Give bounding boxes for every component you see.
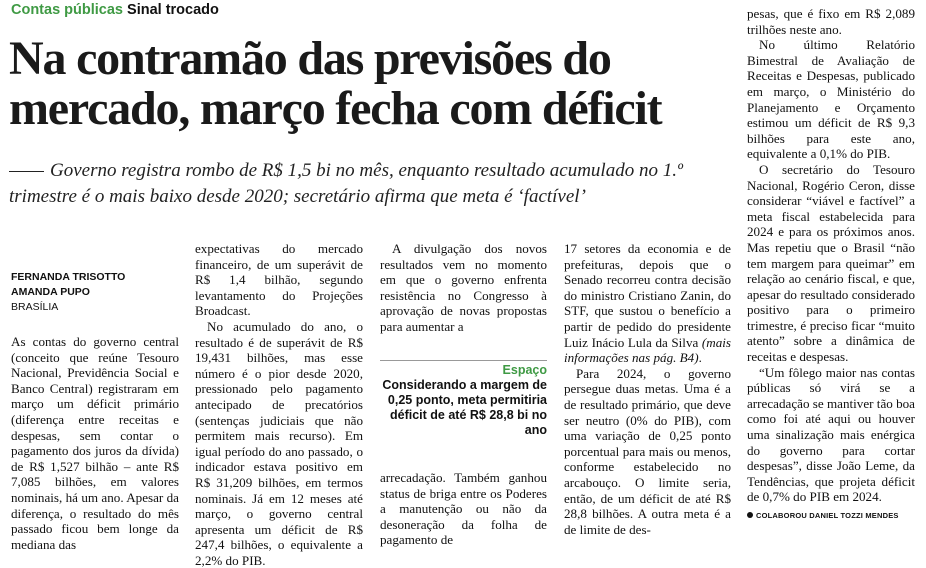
paragraph: “Um fôlego maior nas contas públicas só virá se a arrecadação se mantiver tão boa como foi até aqui ou houver uma sinalização mais enérgica do governo para cortar despesas”, disse João Leme, da Tendências, que projeta déficit de 0,7% do PIB em 2024. (747, 364, 915, 505)
author-name: AMANDA PUPO (11, 286, 90, 298)
article-column-4 (564, 241, 731, 537)
section-label[interactable]: Contas públicas (11, 2, 123, 18)
quote: “viável e factível” (806, 193, 905, 209)
paragraph (747, 162, 915, 365)
paragraph-text: 17 setores da economia e de prefeituras, depois que o Senado recorreu contra decisão do ministro Cristiano Zanin, do STF, que sustou o benefício a partir de pedido do presidente Luiz Inácio Lula da Silva (564, 241, 731, 350)
article-column-2 (195, 241, 363, 568)
paragraph: As contas do governo central (conceito que reúne Tesouro Nacional, Previdência Social e Banco Central) registraram em março um déficit primário (diferença entre receitas e despesas, sem contar o pagamento dos juros da dívida) de R$ 1,527 bilhão – ante R$ 7,085 bilhões, em valores nominais, há um ano. Apesar da diferença, o resultado do mês passado ficou bem longe da mediana das (11, 334, 179, 552)
paragraph-text: sobre a dinâmica de receitas e despesas. (747, 333, 915, 365)
article-column-5 (747, 6, 915, 524)
paragraph: expectativas do mercado financeiro, de um superávit de R$ 1,4 bilhão, segundo levantamento do Projeções Broadcast. (195, 241, 363, 319)
article-kicker (11, 2, 219, 18)
paragraph (564, 241, 731, 366)
topic-tag: Sinal trocado (127, 2, 219, 18)
deck-rule (9, 171, 44, 172)
subheadline (9, 158, 737, 210)
paragraph: Para 2024, o governo persegue duas metas. Uma é a de resultado primário, que deve ser neutro (0% do PIB), com uma variação de 0,25 ponto porcentual para mais ou menos, conforme estabelecido no arcabouço. O limite seria, então, de um déficit de até R$ 28,8 bilhões. A outra meta é a de limite de des- (564, 365, 731, 537)
byline (11, 270, 125, 315)
paragraph-text: a meta fiscal estabelecida para 2024 e para os próximos anos. Mas repetiu que o Brasil (747, 193, 916, 255)
paragraph: No acumulado do ano, o resultado é de superávit de R$ 19,431 bilhões, mas esse número é o pior desde 2020, pressionado pelo pagamento antecipado de precatórios (sentenças judiciais que não permitem mais recurso). Em igual período do ano passado, o indicador estava positivo em R$ 31,209 bilhões, em termos nominais. Já em 12 meses até março, o governo central apresenta um déficit de R$ 247,4 bilhões, o equivalente a 2,2% do PIB. (195, 318, 363, 568)
paragraph: A divulgação dos novos resultados vem no momento em que o governo enfrenta resistência no Congresso à aprovação de novas propostas para aumentar a (380, 241, 547, 334)
page-reference[interactable]: (mais informações nas pág. B4) (564, 334, 732, 366)
paragraph-text: . (698, 350, 702, 366)
credit-text: COLABOROU DANIEL TOZZI MENDES (756, 511, 899, 520)
article-column-3-bottom (380, 470, 547, 548)
contributor-credit (747, 508, 915, 524)
pull-quote-box (380, 360, 547, 438)
bullet-icon (747, 512, 753, 518)
paragraph-text: O secretário do Tesouro Nacional, Rogério Ceron, disse considerar (747, 161, 915, 209)
deck-text: Governo registra rombo de R$ 1,5 bi no mês, enquanto resultado acumulado no 1.º trimestre é o mais baixo desde 2020; secretário afirma que meta é ‘factível’ (9, 160, 683, 207)
paragraph: pesas, que é fixo em R$ 2,089 trilhões neste ano. (747, 6, 915, 37)
paragraph: No último Relatório Bimestral de Avaliação de Receitas e Despesas, publicado em março, o Ministério do Planejamento e Orçamento estimou um déficit de R$ 9,3 bilhões para este ano, equivalente a 0,1% do PIB. (747, 37, 915, 162)
article-column-3-top (380, 241, 547, 335)
pull-quote-text: Considerando a margem de 0,25 ponto, meta permitiria déficit de até R$ 28,8 bi no ano (382, 378, 547, 437)
headline: Na contramão das previsões do mercado, março fecha com déficit (9, 32, 662, 135)
quote: “muito atento” (747, 317, 915, 349)
dateline-location: BRASÍLIA (11, 301, 59, 313)
paragraph-text: em relação ao cenário fiscal, e que, apesar do resultado considerado positivo para o primeiro trimestre, é preciso ficar (747, 255, 915, 333)
paragraph: arrecadação. Também ganhou status de briga entre os Poderes a manutenção ou não da desoneração da folha de pagamento de (380, 470, 547, 548)
author-name: FERNANDA TRISOTTO (11, 271, 126, 283)
quote: “não tem margem para queimar” (747, 239, 915, 271)
article-column-1 (11, 334, 179, 552)
pull-quote-label: Espaço (502, 363, 547, 377)
